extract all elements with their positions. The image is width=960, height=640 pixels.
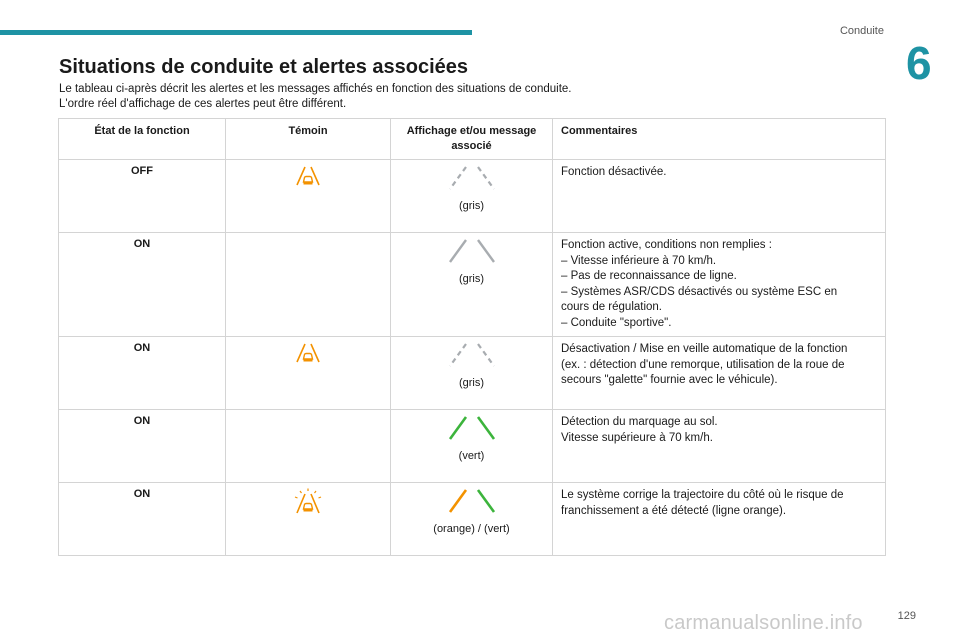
comment-cell: [553, 410, 886, 483]
comment-line: – Conduite "sportive".: [561, 316, 672, 329]
section-label: Conduite: [839, 25, 884, 37]
state-cell: ON: [59, 233, 226, 337]
comment-line: (ex. : détection d'une remorque, utilisation de la roue de: [561, 358, 845, 371]
lane-lines-dashed-gray-icon: [446, 342, 498, 368]
indicator-cell: [226, 483, 391, 556]
comment-cell: [553, 233, 886, 337]
table-row: [59, 337, 886, 410]
display-cell: [391, 337, 553, 410]
display-cell: [391, 233, 553, 337]
header-state: État de la fonction: [59, 119, 226, 160]
chapter-number: 6: [906, 37, 932, 89]
comment-cell: [553, 337, 886, 410]
comment-line: Désactivation / Mise en veille automatique de la fonction: [561, 343, 848, 355]
comment-line: cours de régulation.: [561, 301, 663, 313]
state-cell: OFF: [59, 160, 226, 233]
comment-line: – Systèmes ASR/CDS désactivés ou système ESC en: [561, 285, 838, 298]
lane-lines-solid-gray-icon: [446, 238, 498, 264]
comment-line: Fonction désactivée.: [561, 166, 667, 178]
intro-line: L'ordre réel d'affichage de ces alertes peut être différent.: [59, 98, 347, 110]
comment-line: secours "galette" fournie avec le véhicule).: [561, 374, 778, 386]
comment-cell: [553, 160, 886, 233]
header-display: Affichage et/ou message associé: [391, 119, 553, 160]
intro-line: Le tableau ci-après décrit les alertes et les messages affichés en fonction des situations de conduite.: [59, 83, 572, 95]
comment-line: Détection du marquage au sol.: [561, 416, 718, 428]
alerts-table: [58, 118, 886, 556]
header-accent-bar: [0, 30, 472, 35]
comment-line: franchissement a été détecté (ligne orange).: [561, 504, 787, 517]
comment-line: Le système corrige la trajectoire du côté où le risque de: [561, 489, 844, 501]
display-label: (gris): [458, 273, 485, 285]
comment-line: – Vitesse inférieure à 70 km/h.: [561, 254, 717, 267]
intro-text: [59, 82, 571, 112]
indicator-cell: [226, 410, 391, 483]
table-row: [59, 410, 886, 483]
display-label: (orange) / (vert): [433, 523, 510, 535]
lane-lines-orange-green-icon: [446, 488, 498, 514]
lane-lines-dashed-gray-icon: [446, 165, 498, 191]
header-comments: Commentaires: [553, 119, 886, 160]
comment-cell: [553, 483, 886, 556]
table-row: [59, 233, 886, 337]
lane-warning-icon: [295, 342, 321, 366]
state-cell: ON: [59, 337, 226, 410]
display-cell: [391, 483, 553, 556]
page-title: Situations de conduite et alertes associées: [59, 56, 469, 78]
lane-correction-icon: [293, 488, 323, 516]
state-cell: ON: [59, 410, 226, 483]
lane-lines-green-icon: [446, 415, 498, 441]
lane-warning-icon: [295, 165, 321, 189]
watermark: carmanualsonline.info: [664, 612, 863, 634]
indicator-cell: [226, 337, 391, 410]
comment-line: Vitesse supérieure à 70 km/h.: [561, 431, 713, 444]
display-label: (gris): [458, 200, 485, 212]
display-label: (vert): [458, 450, 485, 462]
display-cell: [391, 160, 553, 233]
page-number: 129: [897, 610, 916, 622]
indicator-cell: [226, 160, 391, 233]
indicator-cell: [226, 233, 391, 337]
display-cell: [391, 410, 553, 483]
comment-line: Fonction active, conditions non remplies :: [561, 239, 772, 251]
state-cell: ON: [59, 483, 226, 556]
table-header-row: [59, 119, 886, 160]
table-row: [59, 483, 886, 556]
header-indicator: Témoin: [226, 119, 391, 160]
display-label: (gris): [458, 377, 485, 389]
comment-line: – Pas de reconnaissance de ligne.: [561, 270, 737, 282]
table-row: [59, 160, 886, 233]
